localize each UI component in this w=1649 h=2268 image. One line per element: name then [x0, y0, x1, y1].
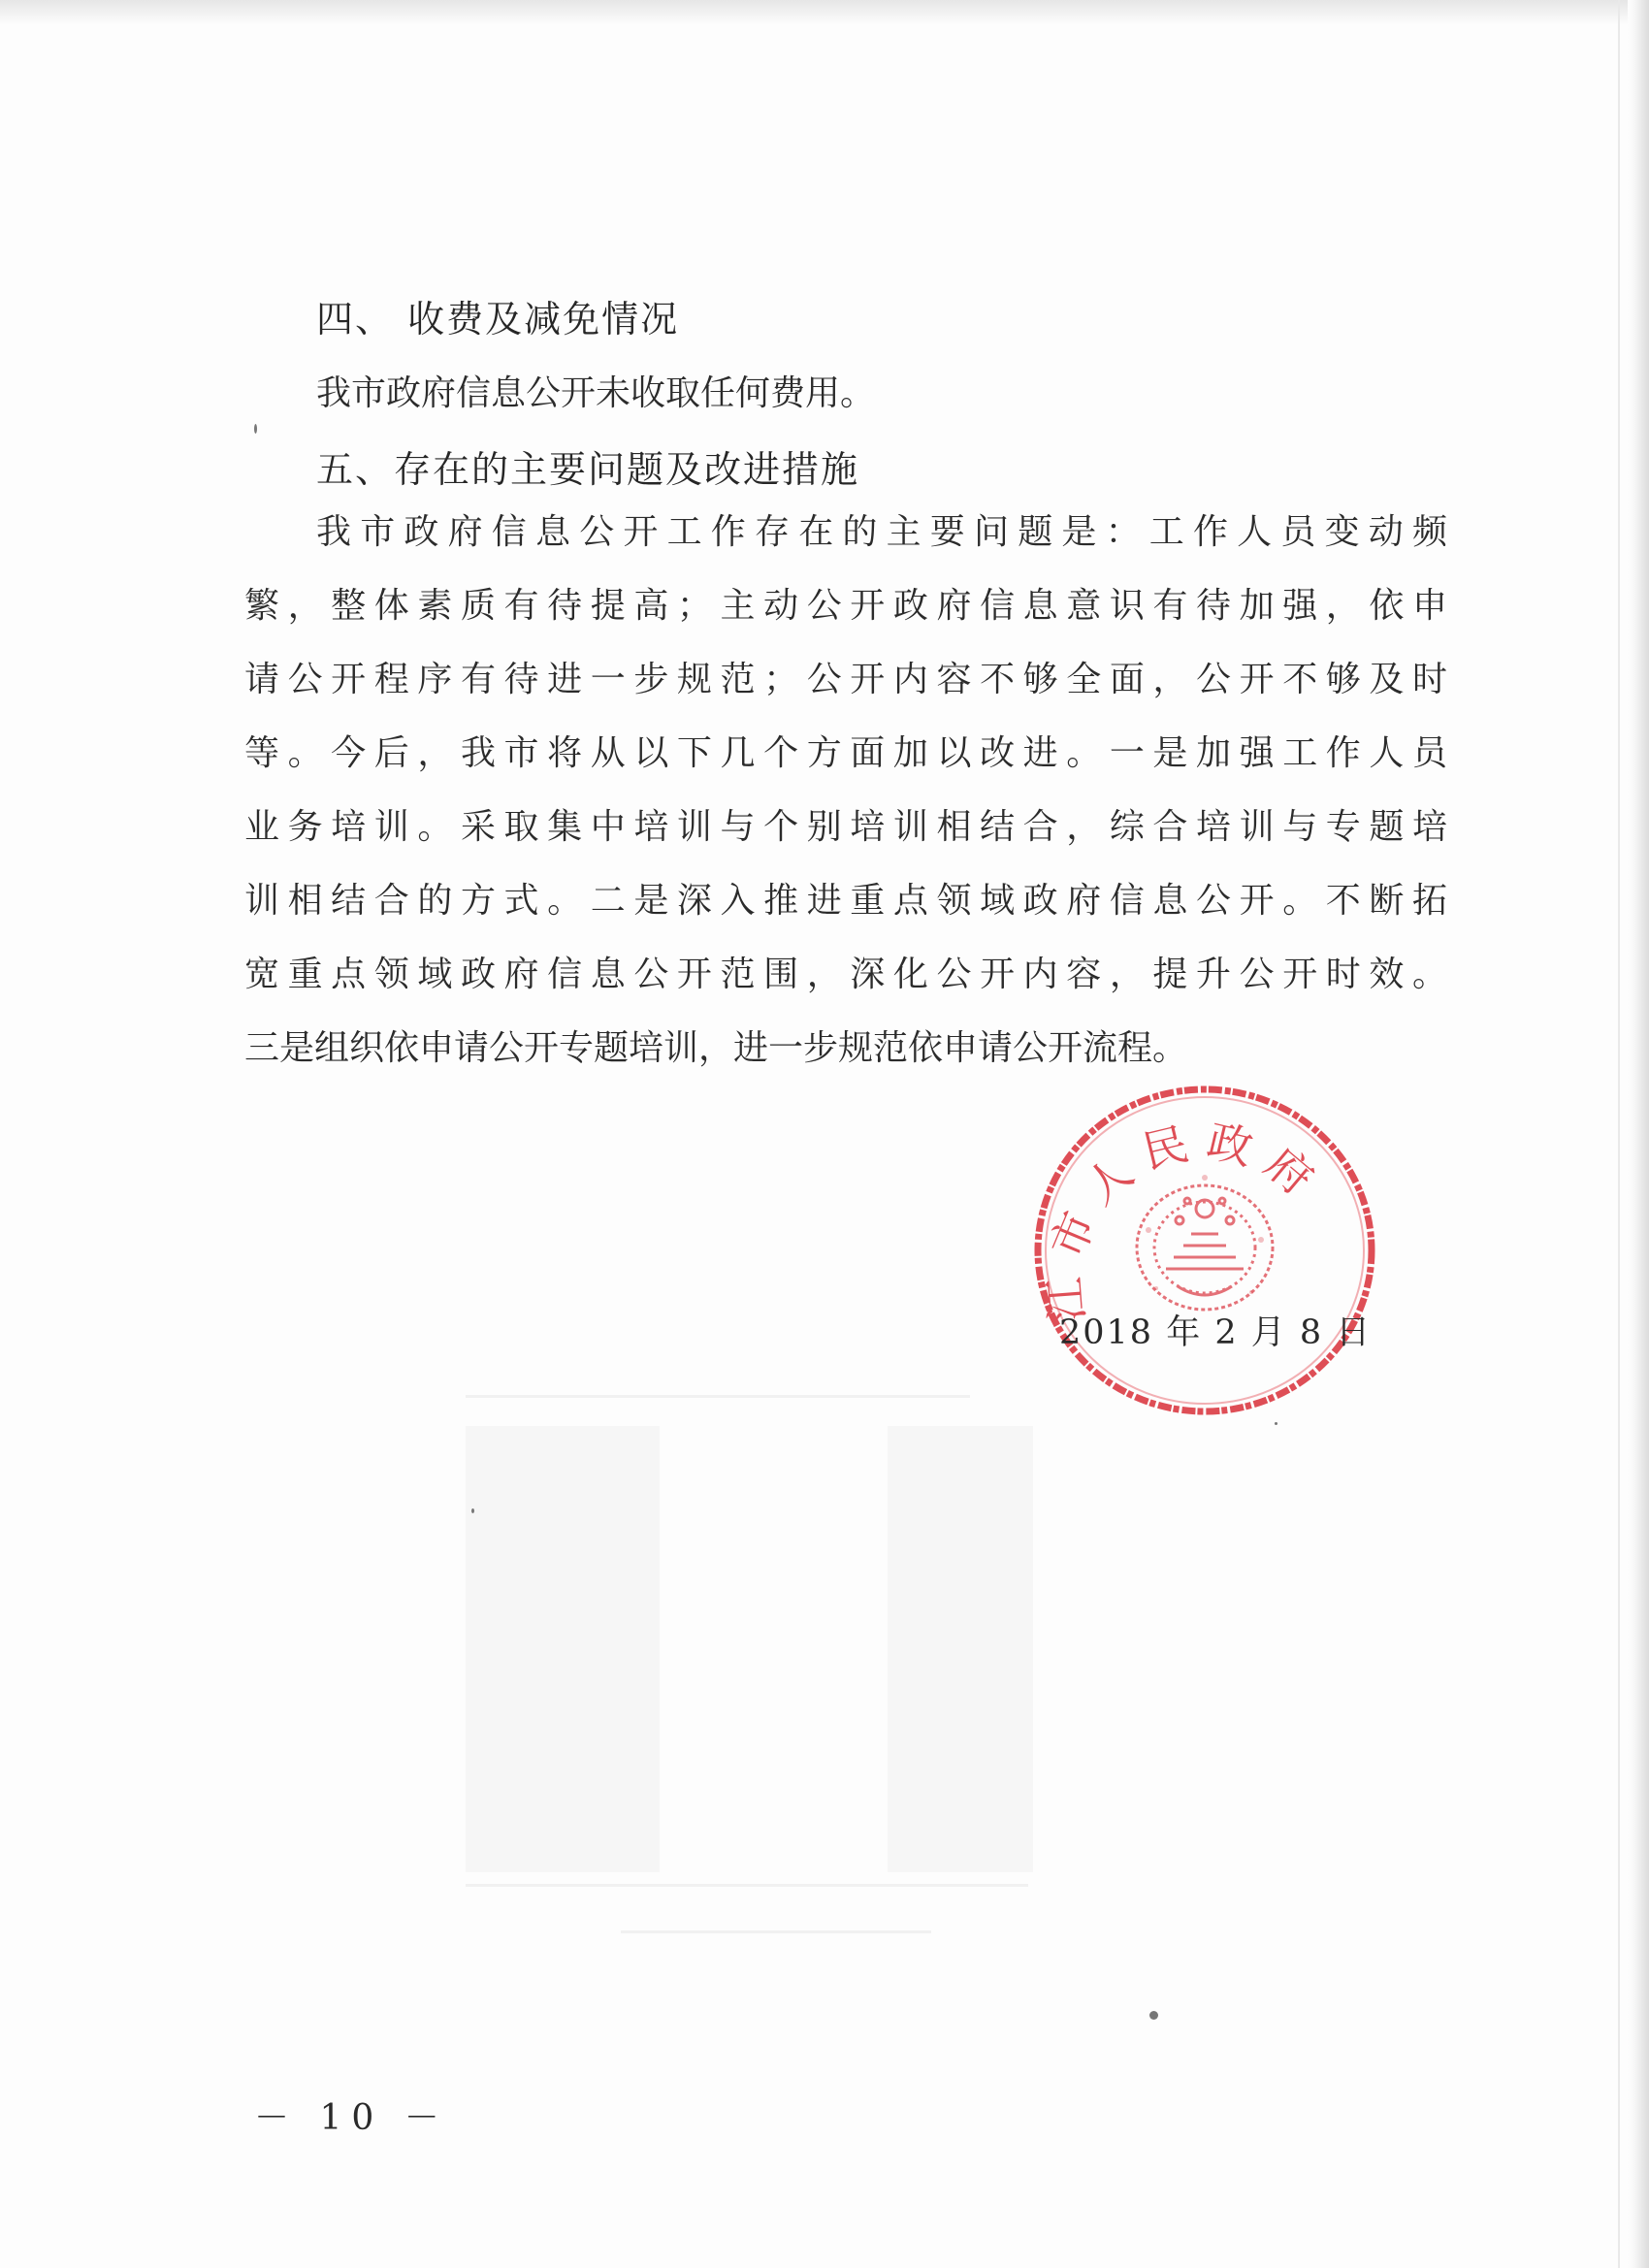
scan-speck — [1149, 2011, 1158, 2020]
section-4-paragraph: 我市政府信息公开未收取任何费用。 — [316, 373, 876, 413]
scan-speck — [1275, 1422, 1277, 1425]
section-5-line: 繁，整体素质有待提高；主动公开政府信息意识有待加强，依申 — [244, 586, 1447, 626]
scan-speck — [471, 1508, 474, 1513]
svg-text:江市人民政府: 江市人民政府 — [1037, 1114, 1335, 1324]
bleed-through-block — [466, 1426, 660, 1872]
section-5-line: 请公开程序有待进一步规范；公开内容不够全面，公开不够及时 — [244, 660, 1447, 699]
bleed-through-block — [888, 1426, 1033, 1872]
section-5-line: 等。今后，我市将从以下几个方面加以改进。一是加强工作人员 — [244, 733, 1447, 773]
document-date: 2018 年 2 月 8 日 — [1059, 1313, 1373, 1352]
bleed-through-line — [621, 1930, 931, 1933]
section-5-line: 宽重点领域政府信息公开范围，深化公开内容，提升公开时效。 — [244, 955, 1447, 994]
scan-edge-top — [0, 0, 1649, 25]
section-5-line: 三是组织依申请公开专题培训，进一步规范依申请公开流程。 — [244, 1028, 1188, 1068]
page-number: － 10 － — [254, 2098, 449, 2138]
section-5-line: 训相结合的方式。二是深入推进重点领域政府信息公开。不断拓 — [244, 881, 1447, 921]
section-5-heading: 五、存在的主要问题及改进措施 — [316, 448, 860, 491]
section-4-heading: 四、 收费及减免情况 — [316, 298, 680, 340]
section-5-line: 我市政府信息公开工作存在的主要问题是：工作人员变动频 — [316, 512, 1447, 552]
scan-speck — [254, 424, 257, 434]
scan-edge-line — [1618, 0, 1620, 2268]
bleed-through-line — [466, 1395, 970, 1398]
official-seal-icon — [1032, 1085, 1377, 1416]
scan-edge-right — [1628, 0, 1649, 2268]
section-5-line: 业务培训。采取集中培训与个别培训相结合，综合培训与专题培 — [244, 807, 1447, 847]
bleed-through-line — [466, 1884, 1028, 1887]
